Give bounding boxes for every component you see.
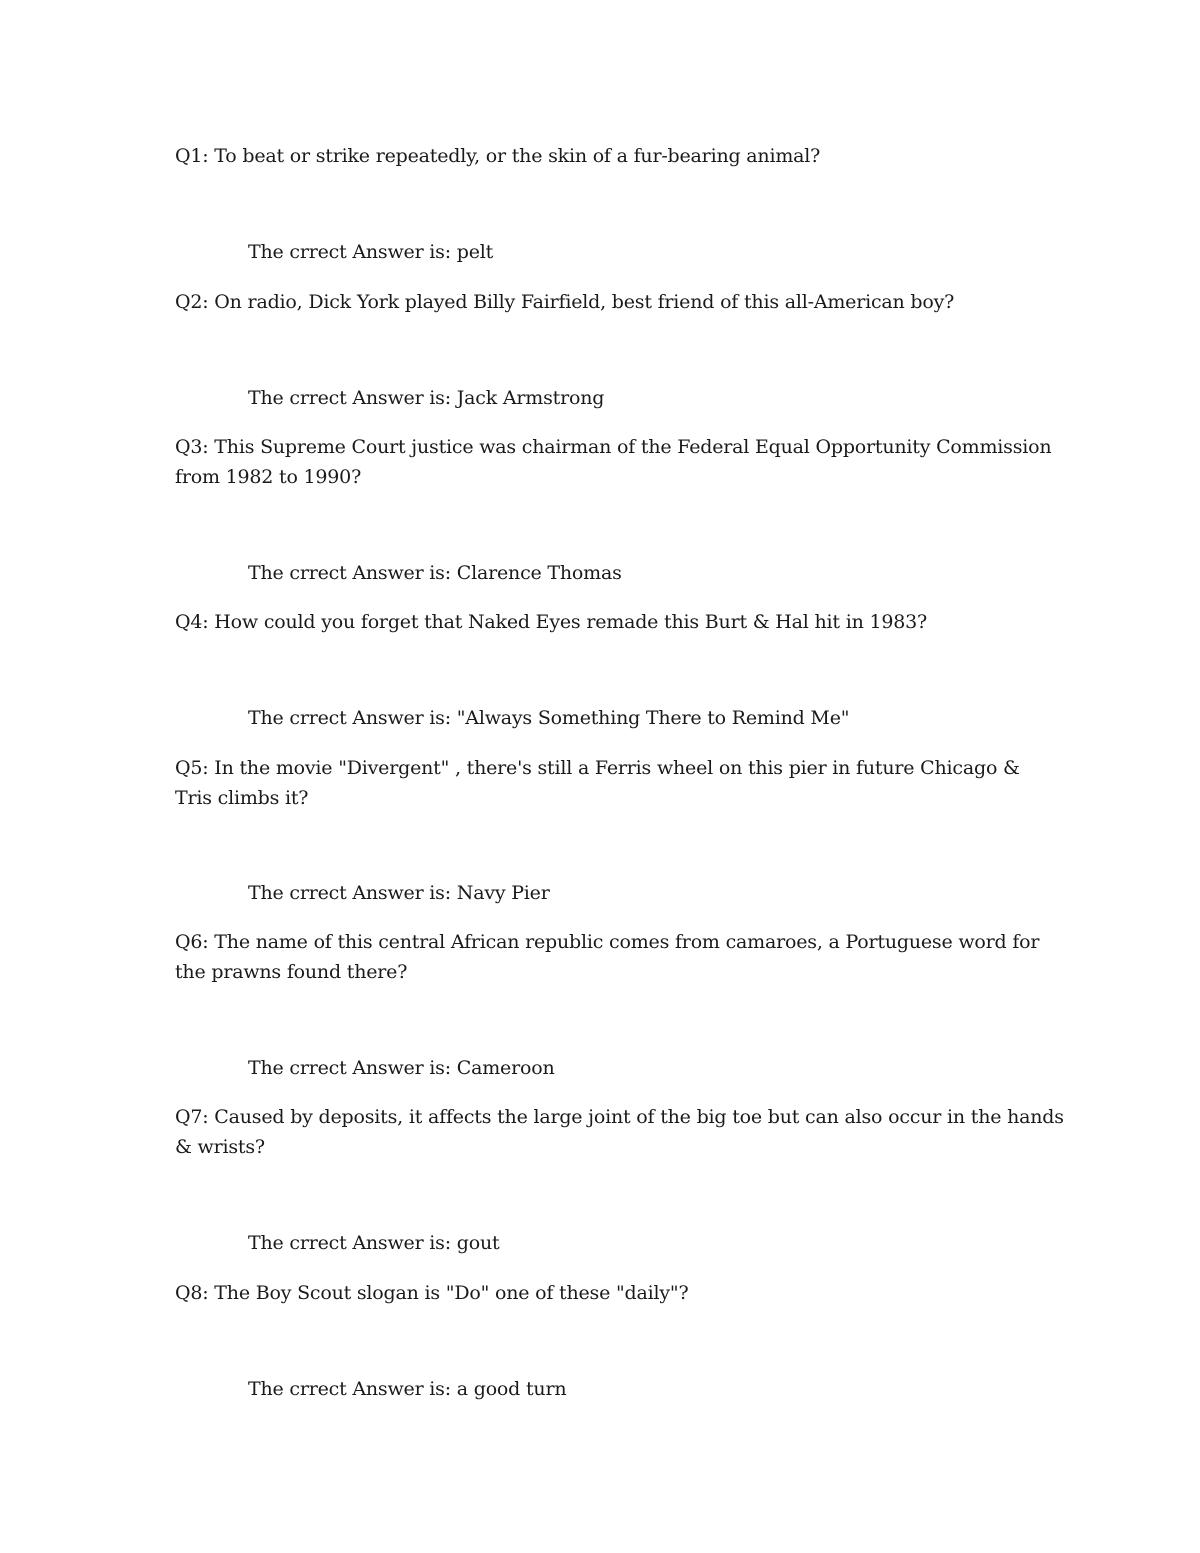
answer-2-text: The crrect Answer is: Jack Armstrong: [248, 387, 605, 409]
question-8-text: Q8: The Boy Scout slogan is "Do" one of these "daily"?: [175, 1282, 689, 1304]
question-3-text-cont: from 1982 to 1990?: [175, 466, 362, 488]
answer-3-text: The crrect Answer is: Clarence Thomas: [248, 562, 622, 584]
question-6-text-cont: the prawns found there?: [175, 961, 408, 983]
answer-6-text: The crrect Answer is: Cameroon: [248, 1057, 555, 1079]
question-7-text-cont: & wrists?: [175, 1136, 265, 1158]
question-7-text: Q7: Caused by deposits, it affects the large joint of the big toe but can also occur in the hands: [175, 1106, 1064, 1128]
question-4-text: Q4: How could you forget that Naked Eyes remade this Burt & Hal hit in 1983?: [175, 611, 927, 633]
answer-1-text: The crrect Answer is: pelt: [248, 241, 494, 263]
question-5-text-cont: Tris climbs it?: [175, 787, 309, 809]
answer-4-text: The crrect Answer is: "Always Something There to Remind Me": [248, 707, 850, 729]
question-2-text: Q2: On radio, Dick York played Billy Fairfield, best friend of this all-American boy?: [175, 291, 955, 313]
question-3-text: Q3: This Supreme Court justice was chairman of the Federal Equal Opportunity Commission: [175, 436, 1052, 458]
answer-7-text: The crrect Answer is: gout: [248, 1232, 500, 1254]
answer-8-text: The crrect Answer is: a good turn: [248, 1378, 567, 1400]
question-5-text: Q5: In the movie "Divergent" , there's still a Ferris wheel on this pier in future Chicago &: [175, 757, 1020, 779]
answer-5-text: The crrect Answer is: Navy Pier: [248, 882, 550, 904]
question-1-text: Q1: To beat or strike repeatedly, or the skin of a fur-bearing animal?: [175, 145, 821, 167]
question-6-text: Q6: The name of this central African republic comes from camaroes, a Portuguese word for: [175, 931, 1040, 953]
